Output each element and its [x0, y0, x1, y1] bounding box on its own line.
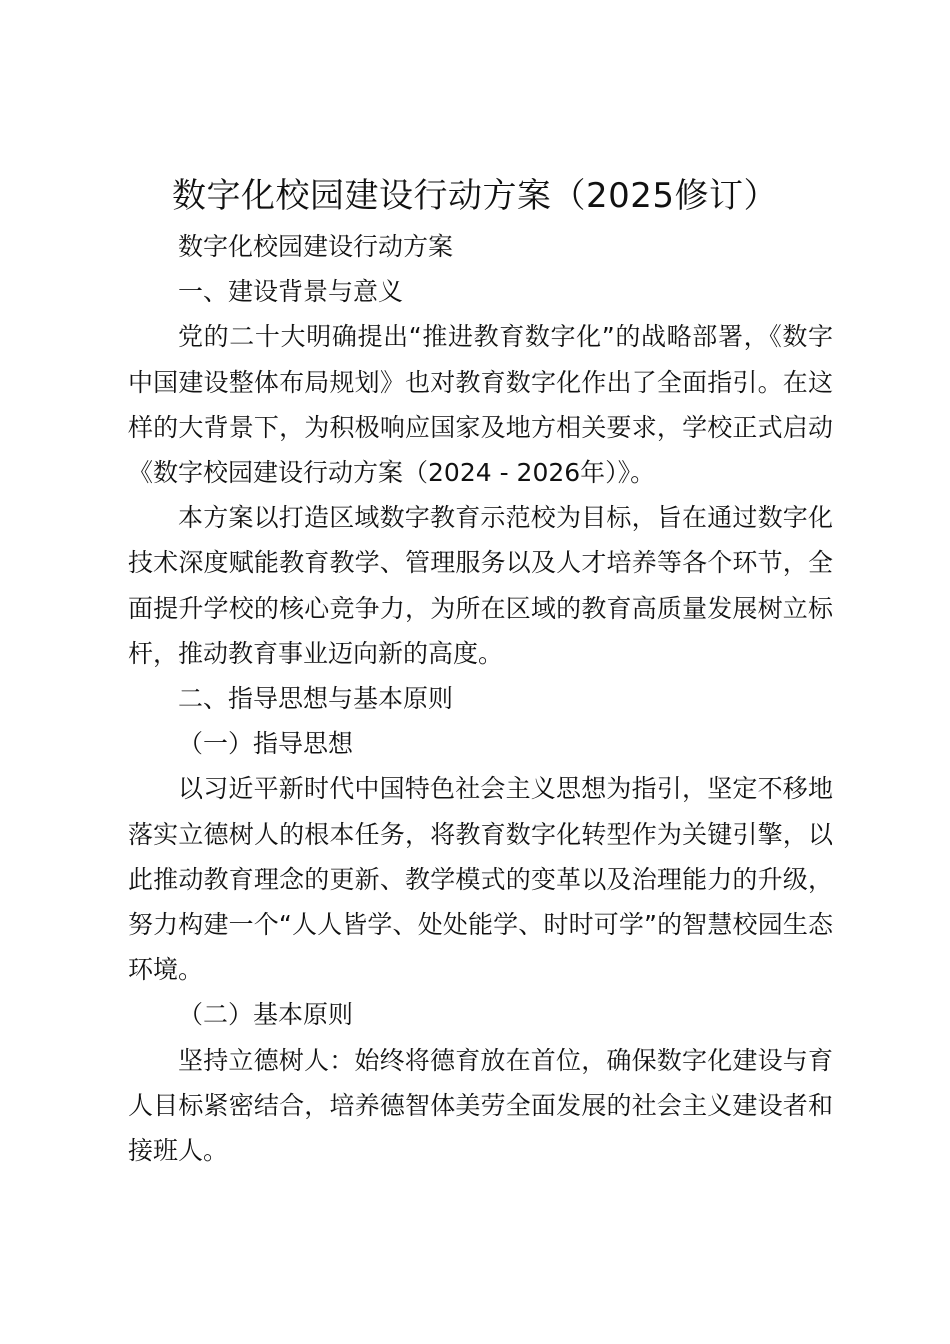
document-subtitle: 数字化校园建设行动方案	[178, 232, 454, 261]
section-heading-background: 一、建设背景与意义	[178, 277, 404, 307]
background-paragraph-1: 党的二十大明确提出“推进教育数字化”的战略部署，《数字中国建设整体布局规划》也对教育数字化作出了全面指引。在这样的大背景下，为积极响应国家及地方相关要求，学校正式启动《数字校园建设行动方案（2024 - 2026年）》。	[128, 322, 833, 488]
section-heading-principles: 二、指导思想与基本原则	[178, 684, 454, 714]
subsection-heading-basic-principles: （二）基本原则	[178, 1000, 354, 1030]
basic-principles-paragraph: 坚持立德树人：始终将德育放在首位，确保数字化建设与育人目标紧密结合，培养德智体美劳全面发展的社会主义建设者和接班人。	[128, 1045, 833, 1166]
document-body	[128, 224, 833, 1173]
document-title: 数字化校园建设行动方案（2025修订）	[171, 176, 779, 216]
subsection-heading-guiding-thought: （一）指导思想	[178, 729, 354, 759]
guiding-thought-paragraph: 以习近平新时代中国特色社会主义思想为指引，坚定不移地落实立德树人的根本任务，将教育数字化转型作为关键引擎，以此推动教育理念的更新、教学模式的变革以及治理能力的升级，努力构建一个“人人皆学、处处能学、时时可学”的智慧校园生态环境。	[128, 774, 833, 985]
background-paragraph-2: 本方案以打造区域数字教育示范校为目标，旨在通过数字化技术深度赋能教育教学、管理服务以及人才培养等各个环节，全面提升学校的核心竞争力，为所在区域的教育高质量发展树立标杆，推动教育事业迈向新的高度。	[128, 503, 833, 668]
